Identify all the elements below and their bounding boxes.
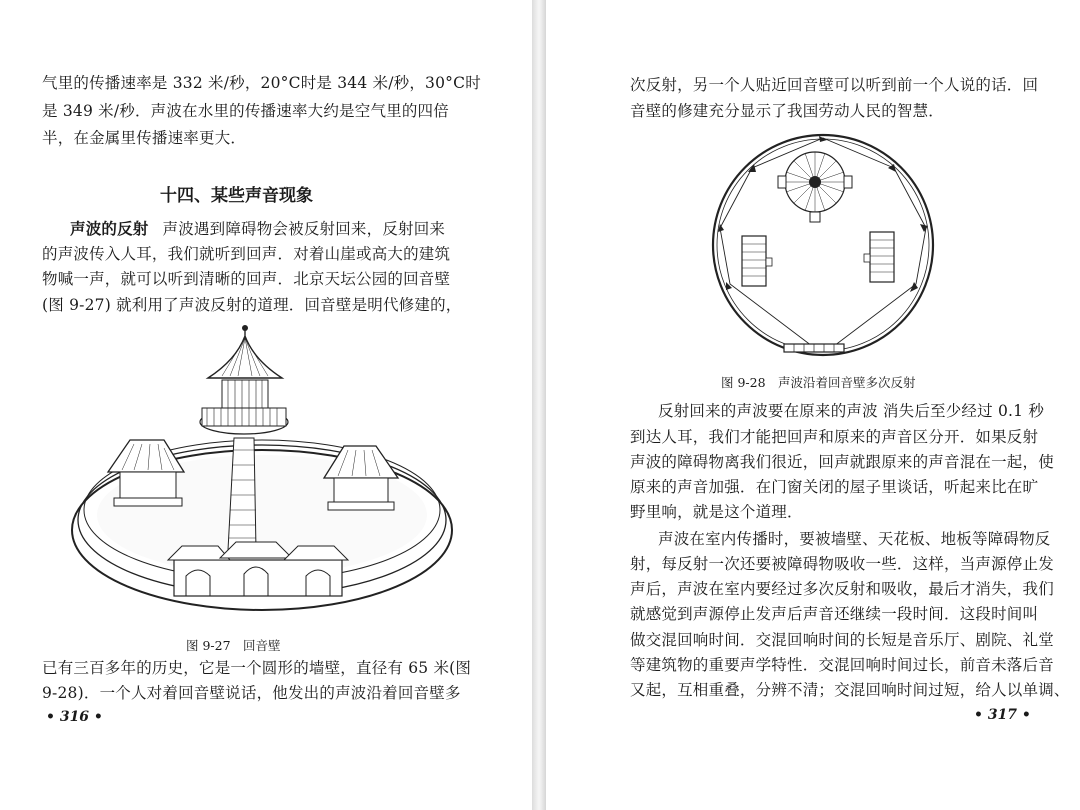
figure-caption: 图 9-28 声波沿着回音壁多次反射 [721,375,916,390]
page-316 [0,0,532,810]
text-line: 反射回来的声波要在原来的声波 消失后至少经过 0.1 秒 [658,402,1045,420]
text-line: 声波的障碍物离我们很近，回声就跟原来的声音混在一起，使 [630,453,1054,471]
text-line: 气里的传播速率是 332 米/秒，20°C时是 344 米/秒，30°C时 [42,74,481,92]
text-line: 是 349 米/秒．声波在水里的传播速率大约是空气里的四倍 [42,102,449,120]
text-line: 做交混回响时间．交混回响时间的长短是音乐厅、剧院、礼堂 [630,631,1054,649]
text-line: 声波在室内传播时，要被墙壁、天花板、地板等障碍物反 [658,530,1051,548]
page-317 [546,0,1080,810]
page-gutter [532,0,546,810]
text-line: 射，每反射一次还要被障碍物吸收一些．这样，当声源停止发 [630,555,1054,573]
text-line: 半，在金属里传播速率更大． [42,129,247,147]
text-line [70,221,445,238]
page-number: • 316 • [46,709,103,725]
text-line: 又起，互相重叠，分辨不清；交混回响时间过短，给人以单调、 [630,681,1070,699]
text-line: 等建筑物的重要声学特性．交混回响时间过长，前音未落后音 [630,656,1054,674]
figure-caption: 图 9-27 回音壁 [186,638,281,653]
text-line: 次反射，另一个人贴近回音壁可以听到前一个人说的话．回 [630,76,1039,94]
text-line: 原来的声音加强．在门窗关闭的屋子里谈话，听起来比在旷 [630,478,1039,496]
page-number: • 317 • [974,707,1031,723]
text-line: (图 9-27) 就利用了声波反射的道理．回音壁是明代修建的， [42,296,462,314]
text-line: 到达人耳，我们才能把回声和原来的声音区分开．如果反射 [630,428,1039,446]
text-line: 就感觉到声源停止发声后声音还继续一段时间．这段时间叫 [630,605,1039,623]
text-span: 声波遇到障碍物会被反射回来，反射回来 [162,220,446,238]
text-line: 音壁的修建充分显示了我国劳动人民的智慧． [630,102,945,120]
text-line: 物喊一声，就可以听到清晰的回声．北京天坛公园的回音壁 [42,270,451,288]
section-heading: 十四、某些声音现象 [160,186,313,206]
text-line: 9-28)．一个人对着回音壁说话，他发出的声波沿着回音壁多 [42,684,461,702]
reflection-diagram [710,132,936,358]
text-line: 已有三百多年的历史，它是一个圆形的墙壁，直径有 65 米(图 [42,659,472,677]
text-line: 的声波传入人耳，我们就听到回声．对着山崖或高大的建筑 [42,245,451,263]
echo-wall-illustration [62,320,462,630]
text-line: 野里响，就是这个道理． [630,503,803,521]
term-label: 声波的反射 [70,219,149,238]
text-line: 声后，声波在室内要经过多次反射和吸收，最后才消失，我们 [630,580,1054,598]
